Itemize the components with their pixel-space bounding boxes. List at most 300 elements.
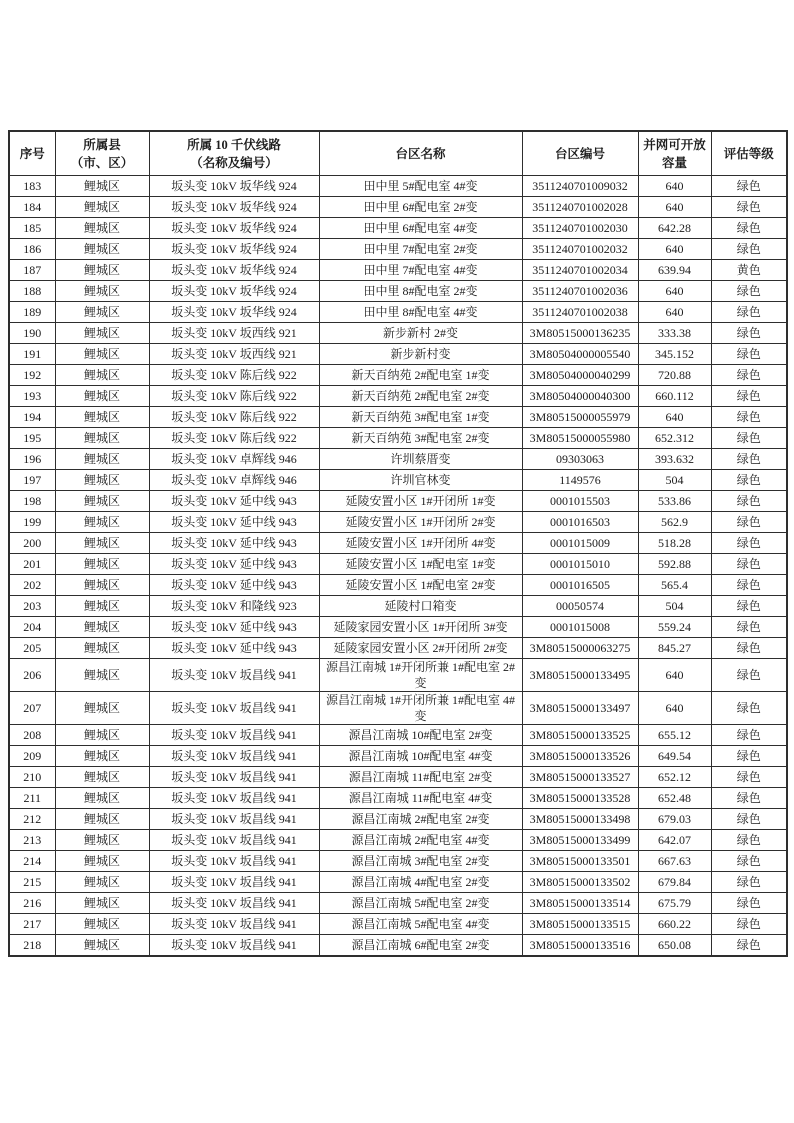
station-id-cell: 3M80515000055980 <box>522 428 638 449</box>
station-id-cell: 0001015010 <box>522 554 638 575</box>
capacity-table <box>8 130 788 957</box>
grade-cell: 绿色 <box>711 596 787 617</box>
station-id-cell: 3511240701002034 <box>522 260 638 281</box>
seq-cell: 212 <box>9 809 55 830</box>
table-row <box>9 281 787 302</box>
line-cell: 坂头变 10kV 坂昌线 941 <box>149 893 319 914</box>
grade-cell: 绿色 <box>711 935 787 957</box>
line-cell: 坂头变 10kV 坂华线 924 <box>149 176 319 197</box>
county-cell: 鲤城区 <box>55 809 149 830</box>
station-id-cell: 09303063 <box>522 449 638 470</box>
station-name-cell: 田中里 7#配电室 4#变 <box>319 260 522 281</box>
line-cell: 坂头变 10kV 延中线 943 <box>149 533 319 554</box>
line-cell: 坂头变 10kV 坂华线 924 <box>149 239 319 260</box>
line-cell: 坂头变 10kV 和隆线 923 <box>149 596 319 617</box>
line-cell: 坂头变 10kV 坂昌线 941 <box>149 914 319 935</box>
station-name-cell: 田中里 8#配电室 4#变 <box>319 302 522 323</box>
station-id-cell: 0001015009 <box>522 533 638 554</box>
table-row <box>9 407 787 428</box>
station-name-cell: 田中里 6#配电室 4#变 <box>319 218 522 239</box>
station-id-cell: 3M80515000133495 <box>522 659 638 692</box>
line-cell: 坂头变 10kV 延中线 943 <box>149 491 319 512</box>
header-station-name-label: 台区名称 <box>395 146 446 161</box>
station-name-cell: 源昌江南城 11#配电室 4#变 <box>319 788 522 809</box>
county-cell: 鲤城区 <box>55 554 149 575</box>
line-cell: 坂头变 10kV 坂昌线 941 <box>149 725 319 746</box>
grade-cell: 绿色 <box>711 428 787 449</box>
line-cell: 坂头变 10kV 坂昌线 941 <box>149 851 319 872</box>
line-cell: 坂头变 10kV 坂华线 924 <box>149 218 319 239</box>
capacity-cell: 640 <box>638 659 711 692</box>
line-cell: 坂头变 10kV 坂昌线 941 <box>149 809 319 830</box>
station-id-cell: 3M80504000040299 <box>522 365 638 386</box>
line-cell: 坂头变 10kV 坂华线 924 <box>149 281 319 302</box>
station-id-cell: 0001016503 <box>522 512 638 533</box>
station-name-cell: 田中里 8#配电室 2#变 <box>319 281 522 302</box>
capacity-cell: 640 <box>638 692 711 725</box>
table-row <box>9 746 787 767</box>
header-line-label2: （名称及编号） <box>190 155 278 170</box>
county-cell: 鲤城区 <box>55 851 149 872</box>
grade-cell: 绿色 <box>711 512 787 533</box>
line-cell: 坂头变 10kV 陈后线 922 <box>149 365 319 386</box>
grade-cell: 绿色 <box>711 851 787 872</box>
table-row <box>9 302 787 323</box>
seq-cell: 189 <box>9 302 55 323</box>
header-line <box>149 131 319 176</box>
capacity-cell: 679.03 <box>638 809 711 830</box>
capacity-cell: 652.12 <box>638 767 711 788</box>
seq-cell: 213 <box>9 830 55 851</box>
seq-cell: 202 <box>9 575 55 596</box>
county-cell: 鲤城区 <box>55 746 149 767</box>
seq-cell: 193 <box>9 386 55 407</box>
county-cell: 鲤城区 <box>55 596 149 617</box>
capacity-cell: 592.88 <box>638 554 711 575</box>
county-cell: 鲤城区 <box>55 575 149 596</box>
seq-cell: 192 <box>9 365 55 386</box>
county-cell: 鲤城区 <box>55 344 149 365</box>
line-cell: 坂头变 10kV 坂华线 924 <box>149 260 319 281</box>
table-row <box>9 386 787 407</box>
station-name-cell: 延陵村口箱变 <box>319 596 522 617</box>
line-cell: 坂头变 10kV 卓辉线 946 <box>149 449 319 470</box>
seq-cell: 214 <box>9 851 55 872</box>
seq-cell: 203 <box>9 596 55 617</box>
station-name-cell: 延陵家园安置小区 2#开闭所 2#变 <box>319 638 522 659</box>
station-name-cell: 源昌江南城 1#开闭所兼 1#配电室 2#变 <box>319 659 522 692</box>
station-name-cell: 田中里 7#配电室 2#变 <box>319 239 522 260</box>
line-cell: 坂头变 10kV 延中线 943 <box>149 575 319 596</box>
capacity-cell: 640 <box>638 197 711 218</box>
seq-cell: 209 <box>9 746 55 767</box>
county-cell: 鲤城区 <box>55 239 149 260</box>
station-name-cell: 源昌江南城 10#配电室 4#变 <box>319 746 522 767</box>
table-row <box>9 617 787 638</box>
station-name-cell: 延陵家园安置小区 1#开闭所 3#变 <box>319 617 522 638</box>
capacity-cell: 640 <box>638 302 711 323</box>
station-name-cell: 源昌江南城 5#配电室 4#变 <box>319 914 522 935</box>
line-cell: 坂头变 10kV 卓辉线 946 <box>149 470 319 491</box>
county-cell: 鲤城区 <box>55 197 149 218</box>
grade-cell: 绿色 <box>711 914 787 935</box>
capacity-cell: 720.88 <box>638 365 711 386</box>
seq-cell: 205 <box>9 638 55 659</box>
table-row <box>9 596 787 617</box>
line-cell: 坂头变 10kV 坂昌线 941 <box>149 659 319 692</box>
station-name-cell: 新天百纳苑 3#配电室 1#变 <box>319 407 522 428</box>
capacity-cell: 660.22 <box>638 914 711 935</box>
capacity-cell: 667.63 <box>638 851 711 872</box>
table-body <box>9 176 787 957</box>
line-cell: 坂头变 10kV 延中线 943 <box>149 554 319 575</box>
station-name-cell: 源昌江南城 11#配电室 2#变 <box>319 767 522 788</box>
header-county-label2: （市、区） <box>70 155 134 170</box>
capacity-cell: 333.38 <box>638 323 711 344</box>
table-row <box>9 197 787 218</box>
line-cell: 坂头变 10kV 坂昌线 941 <box>149 830 319 851</box>
seq-cell: 184 <box>9 197 55 218</box>
station-name-cell: 延陵安置小区 1#开闭所 4#变 <box>319 533 522 554</box>
capacity-cell: 679.84 <box>638 872 711 893</box>
header-capacity-label: 并网可开放 <box>643 137 706 152</box>
line-cell: 坂头变 10kV 坂昌线 941 <box>149 767 319 788</box>
grade-cell: 绿色 <box>711 197 787 218</box>
seq-cell: 210 <box>9 767 55 788</box>
grade-cell: 绿色 <box>711 449 787 470</box>
station-id-cell: 3M80515000133528 <box>522 788 638 809</box>
station-id-cell: 3511240701002032 <box>522 239 638 260</box>
seq-cell: 183 <box>9 176 55 197</box>
station-id-cell: 3M80515000133527 <box>522 767 638 788</box>
grade-cell: 绿色 <box>711 893 787 914</box>
station-name-cell: 源昌江南城 2#配电室 2#变 <box>319 809 522 830</box>
station-name-cell: 源昌江南城 1#开闭所兼 1#配电室 4#变 <box>319 692 522 725</box>
county-cell: 鲤城区 <box>55 407 149 428</box>
table-row <box>9 533 787 554</box>
table-row <box>9 239 787 260</box>
header-station-id <box>522 131 638 176</box>
grade-cell: 绿色 <box>711 407 787 428</box>
line-cell: 坂头变 10kV 坂昌线 941 <box>149 872 319 893</box>
line-cell: 坂头变 10kV 坂昌线 941 <box>149 746 319 767</box>
grade-cell: 绿色 <box>711 830 787 851</box>
table-row <box>9 788 787 809</box>
capacity-cell: 559.24 <box>638 617 711 638</box>
station-id-cell: 3M80515000136235 <box>522 323 638 344</box>
seq-cell: 201 <box>9 554 55 575</box>
county-cell: 鲤城区 <box>55 533 149 554</box>
capacity-cell: 533.86 <box>638 491 711 512</box>
county-cell: 鲤城区 <box>55 302 149 323</box>
seq-cell: 196 <box>9 449 55 470</box>
county-cell: 鲤城区 <box>55 512 149 533</box>
capacity-cell: 504 <box>638 596 711 617</box>
capacity-cell: 393.632 <box>638 449 711 470</box>
grade-cell: 绿色 <box>711 470 787 491</box>
table-row <box>9 218 787 239</box>
station-name-cell: 源昌江南城 5#配电室 2#变 <box>319 893 522 914</box>
grade-cell: 绿色 <box>711 725 787 746</box>
county-cell: 鲤城区 <box>55 725 149 746</box>
grade-cell: 绿色 <box>711 239 787 260</box>
station-id-cell: 0001015503 <box>522 491 638 512</box>
county-cell: 鲤城区 <box>55 470 149 491</box>
station-name-cell: 新步新村变 <box>319 344 522 365</box>
capacity-cell: 642.07 <box>638 830 711 851</box>
grade-cell: 绿色 <box>711 617 787 638</box>
table-row <box>9 365 787 386</box>
seq-cell: 191 <box>9 344 55 365</box>
line-cell: 坂头变 10kV 坂华线 924 <box>149 302 319 323</box>
station-id-cell: 3M80515000133514 <box>522 893 638 914</box>
header-capacity-label2: 容量 <box>661 155 687 170</box>
line-cell: 坂头变 10kV 坂华线 924 <box>149 197 319 218</box>
capacity-cell: 562.9 <box>638 512 711 533</box>
seq-cell: 211 <box>9 788 55 809</box>
capacity-cell: 642.28 <box>638 218 711 239</box>
station-name-cell: 田中里 6#配电室 2#变 <box>319 197 522 218</box>
seq-cell: 204 <box>9 617 55 638</box>
seq-cell: 186 <box>9 239 55 260</box>
table-row <box>9 176 787 197</box>
county-cell: 鲤城区 <box>55 218 149 239</box>
header-station-name <box>319 131 522 176</box>
grade-cell: 绿色 <box>711 365 787 386</box>
county-cell: 鲤城区 <box>55 428 149 449</box>
station-id-cell: 3M80515000133497 <box>522 692 638 725</box>
line-cell: 坂头变 10kV 延中线 943 <box>149 617 319 638</box>
county-cell: 鲤城区 <box>55 260 149 281</box>
station-id-cell: 3M80515000133501 <box>522 851 638 872</box>
grade-cell: 绿色 <box>711 323 787 344</box>
table-row <box>9 449 787 470</box>
capacity-cell: 655.12 <box>638 725 711 746</box>
capacity-cell: 504 <box>638 470 711 491</box>
grade-cell: 绿色 <box>711 176 787 197</box>
line-cell: 坂头变 10kV 陈后线 922 <box>149 428 319 449</box>
grade-cell: 绿色 <box>711 386 787 407</box>
grade-cell: 绿色 <box>711 554 787 575</box>
station-id-cell: 3M80515000133498 <box>522 809 638 830</box>
line-cell: 坂头变 10kV 陈后线 922 <box>149 386 319 407</box>
station-name-cell: 延陵安置小区 1#配电室 2#变 <box>319 575 522 596</box>
station-id-cell: 3511240701002036 <box>522 281 638 302</box>
line-cell: 坂头变 10kV 坂昌线 941 <box>149 788 319 809</box>
line-cell: 坂头变 10kV 坂昌线 941 <box>149 692 319 725</box>
station-id-cell: 3M80515000133526 <box>522 746 638 767</box>
table-row <box>9 914 787 935</box>
county-cell: 鲤城区 <box>55 617 149 638</box>
county-cell: 鲤城区 <box>55 638 149 659</box>
county-cell: 鲤城区 <box>55 893 149 914</box>
header-county <box>55 131 149 176</box>
grade-cell: 绿色 <box>711 659 787 692</box>
station-name-cell: 许圳官林变 <box>319 470 522 491</box>
station-id-cell: 3M80515000133515 <box>522 914 638 935</box>
table-row <box>9 659 787 692</box>
station-name-cell: 田中里 5#配电室 4#变 <box>319 176 522 197</box>
capacity-cell: 660.112 <box>638 386 711 407</box>
station-name-cell: 源昌江南城 4#配电室 2#变 <box>319 872 522 893</box>
station-id-cell: 3M80515000063275 <box>522 638 638 659</box>
station-id-cell: 0001015008 <box>522 617 638 638</box>
station-id-cell: 3M80515000133502 <box>522 872 638 893</box>
seq-cell: 217 <box>9 914 55 935</box>
seq-cell: 188 <box>9 281 55 302</box>
header-county-label: 所属县 <box>83 137 121 152</box>
station-name-cell: 源昌江南城 3#配电室 2#变 <box>319 851 522 872</box>
station-id-cell: 3M80515000133499 <box>522 830 638 851</box>
county-cell: 鲤城区 <box>55 281 149 302</box>
station-name-cell: 新天百纳苑 2#配电室 2#变 <box>319 386 522 407</box>
county-cell: 鲤城区 <box>55 788 149 809</box>
capacity-cell: 639.94 <box>638 260 711 281</box>
grade-cell: 绿色 <box>711 302 787 323</box>
seq-cell: 216 <box>9 893 55 914</box>
seq-cell: 199 <box>9 512 55 533</box>
county-cell: 鲤城区 <box>55 692 149 725</box>
seq-cell: 187 <box>9 260 55 281</box>
line-cell: 坂头变 10kV 坂昌线 941 <box>149 935 319 957</box>
seq-cell: 185 <box>9 218 55 239</box>
header-station-id-label: 台区编号 <box>554 146 605 161</box>
table-row <box>9 470 787 491</box>
header-seq <box>9 131 55 176</box>
county-cell: 鲤城区 <box>55 830 149 851</box>
station-name-cell: 延陵安置小区 1#开闭所 1#变 <box>319 491 522 512</box>
station-id-cell: 3M80504000005540 <box>522 344 638 365</box>
seq-cell: 194 <box>9 407 55 428</box>
table-row <box>9 491 787 512</box>
header-seq-label: 序号 <box>19 146 45 161</box>
capacity-cell: 345.152 <box>638 344 711 365</box>
table-row <box>9 851 787 872</box>
station-name-cell: 源昌江南城 10#配电室 2#变 <box>319 725 522 746</box>
capacity-cell: 640 <box>638 407 711 428</box>
station-id-cell: 3M80515000133525 <box>522 725 638 746</box>
county-cell: 鲤城区 <box>55 872 149 893</box>
header-line-label: 所属 10 千伏线路 <box>187 137 281 152</box>
capacity-cell: 518.28 <box>638 533 711 554</box>
seq-cell: 215 <box>9 872 55 893</box>
station-id-cell: 0001016505 <box>522 575 638 596</box>
seq-cell: 197 <box>9 470 55 491</box>
capacity-cell: 565.4 <box>638 575 711 596</box>
capacity-cell: 640 <box>638 239 711 260</box>
station-id-cell: 3M80515000133516 <box>522 935 638 957</box>
grade-cell: 绿色 <box>711 692 787 725</box>
capacity-cell: 640 <box>638 176 711 197</box>
seq-cell: 200 <box>9 533 55 554</box>
county-cell: 鲤城区 <box>55 386 149 407</box>
line-cell: 坂头变 10kV 延中线 943 <box>149 638 319 659</box>
table-row <box>9 809 787 830</box>
station-id-cell: 3511240701002028 <box>522 197 638 218</box>
station-id-cell: 3511240701002038 <box>522 302 638 323</box>
grade-cell: 绿色 <box>711 809 787 830</box>
seq-cell: 206 <box>9 659 55 692</box>
county-cell: 鲤城区 <box>55 449 149 470</box>
seq-cell: 208 <box>9 725 55 746</box>
station-name-cell: 新天百纳苑 3#配电室 2#变 <box>319 428 522 449</box>
grade-cell: 绿色 <box>711 746 787 767</box>
header-capacity <box>638 131 711 176</box>
capacity-cell: 640 <box>638 281 711 302</box>
station-name-cell: 源昌江南城 6#配电室 2#变 <box>319 935 522 957</box>
line-cell: 坂头变 10kV 坂西线 921 <box>149 323 319 344</box>
table-row <box>9 767 787 788</box>
station-name-cell: 新天百纳苑 2#配电室 1#变 <box>319 365 522 386</box>
capacity-cell: 650.08 <box>638 935 711 957</box>
seq-cell: 218 <box>9 935 55 957</box>
station-name-cell: 源昌江南城 2#配电室 4#变 <box>319 830 522 851</box>
seq-cell: 190 <box>9 323 55 344</box>
header-row <box>9 131 787 176</box>
capacity-cell: 845.27 <box>638 638 711 659</box>
county-cell: 鲤城区 <box>55 914 149 935</box>
header-grade-label: 评估等级 <box>723 146 774 161</box>
line-cell: 坂头变 10kV 陈后线 922 <box>149 407 319 428</box>
station-id-cell: 3511240701009032 <box>522 176 638 197</box>
station-id-cell: 3511240701002030 <box>522 218 638 239</box>
county-cell: 鲤城区 <box>55 176 149 197</box>
table-row <box>9 935 787 957</box>
grade-cell: 绿色 <box>711 638 787 659</box>
seq-cell: 195 <box>9 428 55 449</box>
grade-cell: 绿色 <box>711 767 787 788</box>
line-cell: 坂头变 10kV 延中线 943 <box>149 512 319 533</box>
station-id-cell: 00050574 <box>522 596 638 617</box>
capacity-cell: 652.312 <box>638 428 711 449</box>
table-row <box>9 260 787 281</box>
table-row <box>9 725 787 746</box>
county-cell: 鲤城区 <box>55 935 149 957</box>
seq-cell: 207 <box>9 692 55 725</box>
station-name-cell: 新步新村 2#变 <box>319 323 522 344</box>
county-cell: 鲤城区 <box>55 323 149 344</box>
table-row <box>9 428 787 449</box>
grade-cell: 绿色 <box>711 281 787 302</box>
station-id-cell: 3M80515000055979 <box>522 407 638 428</box>
station-id-cell: 3M80504000040300 <box>522 386 638 407</box>
station-name-cell: 延陵安置小区 1#配电室 1#变 <box>319 554 522 575</box>
capacity-cell: 649.54 <box>638 746 711 767</box>
table-row <box>9 893 787 914</box>
table-row <box>9 872 787 893</box>
table-row <box>9 830 787 851</box>
grade-cell: 绿色 <box>711 344 787 365</box>
line-cell: 坂头变 10kV 坂西线 921 <box>149 344 319 365</box>
station-name-cell: 许圳蔡厝变 <box>319 449 522 470</box>
capacity-cell: 652.48 <box>638 788 711 809</box>
table-row <box>9 323 787 344</box>
capacity-cell: 675.79 <box>638 893 711 914</box>
seq-cell: 198 <box>9 491 55 512</box>
grade-cell: 绿色 <box>711 491 787 512</box>
station-name-cell: 延陵安置小区 1#开闭所 2#变 <box>319 512 522 533</box>
table-header <box>9 131 787 176</box>
grade-cell: 绿色 <box>711 218 787 239</box>
grade-cell: 绿色 <box>711 788 787 809</box>
table-row <box>9 512 787 533</box>
county-cell: 鲤城区 <box>55 659 149 692</box>
county-cell: 鲤城区 <box>55 767 149 788</box>
grade-cell: 黄色 <box>711 260 787 281</box>
table-row <box>9 344 787 365</box>
grade-cell: 绿色 <box>711 533 787 554</box>
table-row <box>9 638 787 659</box>
